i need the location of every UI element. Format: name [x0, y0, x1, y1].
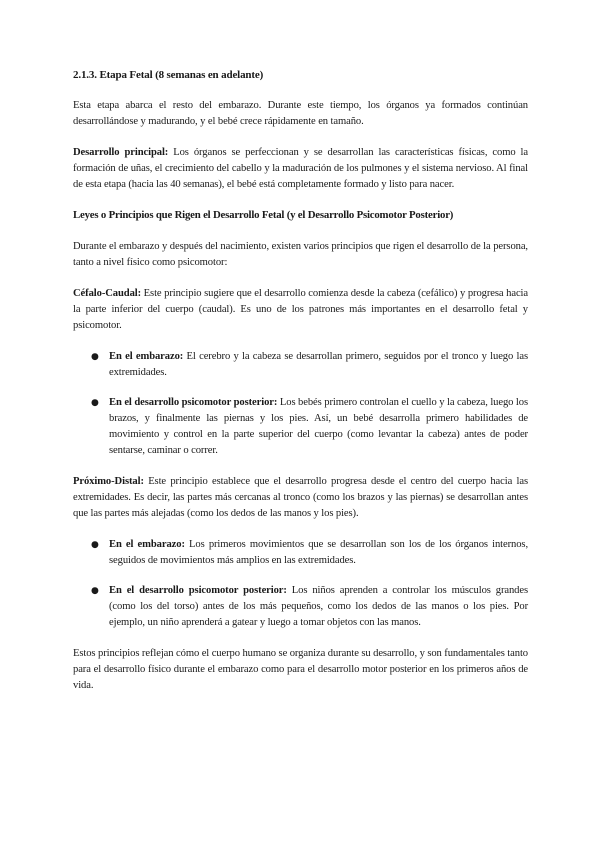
cefalo-list — [73, 349, 528, 459]
cefalo-label: Céfalo-Caudal: — [73, 288, 142, 299]
list-item — [73, 395, 528, 459]
conclusion-paragraph: Estos principios reflejan cómo el cuerpo humano se organiza durante su desarrollo, y son fundamentales tanto para el desarrollo físico durante el embarazo como para el desarrollo motor posterior en los primeros años de vida. — [73, 648, 528, 691]
bullet-icon: ● — [91, 586, 99, 596]
proximo-text: Este principio establece que el desarrollo progresa desde el centro del cuerpo hacia las extremidades. Es decir, las partes más cercanas al tronco (como los brazos y las piernas) se desarrollan antes que las partes más alejadas (como los dedos de las manos y los pies). — [73, 476, 528, 519]
proximo-paragraph — [73, 474, 528, 522]
bullet-icon: ● — [91, 540, 99, 550]
laws-intro-paragraph: Durante el embarazo y después del nacimiento, existen varios principios que rigen el desarrollo de la persona, tanto a nivel físico como psicomotor: — [73, 241, 528, 268]
list-item — [73, 537, 528, 569]
intro-paragraph: Esta etapa abarca el resto del embarazo. Durante este tiempo, los órganos ya formados continúan desarrollándose y madurando, y el bebé crece rápidamente en tamaño. — [73, 100, 528, 127]
proximo-label: Próximo-Distal: — [73, 476, 144, 487]
bullet-icon: ● — [91, 352, 99, 362]
list-item-text: Los niños aprenden a controlar los músculos grandes (como los del torso) antes de los más pequeños, como los dedos de las manos o los pies. Por ejemplo, un niño aprenderá a gatear y luego a tomar objetos con las manos. — [109, 585, 528, 628]
list-item-label: En el desarrollo psicomotor posterior: — [109, 585, 287, 596]
cefalo-paragraph — [73, 286, 528, 334]
list-item-label: En el embarazo: — [109, 351, 184, 362]
principal-text: Los órganos se perfeccionan y se desarrollan las características físicas, como la formación de uñas, el crecimiento del cabello y la maduración de los pulmones y el sistema nervioso. Al final de esta etapa (hacia las 40 semanas), el bebé está completamente formado y listo para nacer. — [73, 147, 528, 190]
list-item-text: Los primeros movimientos que se desarrollan son los de los órganos internos, seguidos de movimientos más amplios en las extremidades. — [109, 539, 528, 566]
list-item — [73, 349, 528, 381]
cefalo-text: Este principio sugiere que el desarrollo comienza desde la cabeza (cefálico) y progresa hacia la parte inferior del cuerpo (caudal). Es uno de los patrones más importantes en el desarrollo fetal y psicomotor. — [73, 288, 528, 331]
laws-heading: Leyes o Principios que Rigen el Desarrollo Fetal (y el Desarrollo Psicomotor Posterior) — [73, 209, 454, 221]
list-item-label: En el embarazo: — [109, 539, 185, 550]
principal-label: Desarrollo principal: — [73, 147, 169, 158]
list-item — [73, 583, 528, 631]
proximo-list — [73, 537, 528, 631]
bullet-icon: ● — [91, 398, 99, 408]
list-item-label: En el desarrollo psicomotor posterior: — [109, 397, 278, 408]
principal-paragraph — [73, 145, 528, 193]
list-item-text: El cerebro y la cabeza se desarrollan primero, seguidos por el tronco y luego las extremidades. — [109, 351, 528, 378]
list-item-text: Los bebés primero controlan el cuello y la cabeza, luego los brazos, y finalmente las piernas y los pies. Así, un bebé desarrolla primero habilidades de movimiento y control en la parte superior del cuerpo (como levantar la cabeza) antes de poder sentarse, caminar o correr. — [109, 397, 528, 456]
section-title: 2.1.3. Etapa Fetal (8 semanas en adelante) — [73, 69, 264, 81]
